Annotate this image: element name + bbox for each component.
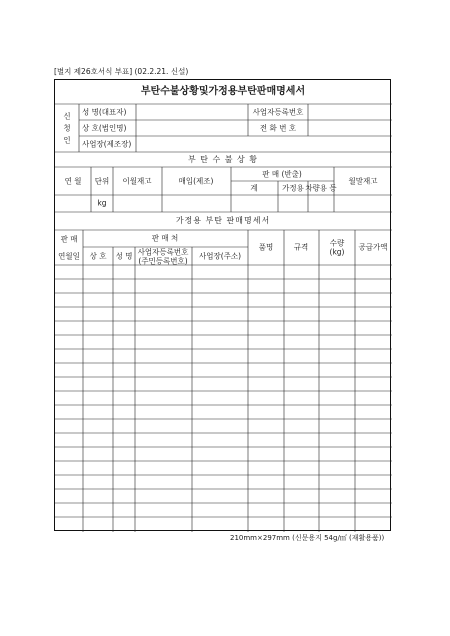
form-title: 부탄수불상황및가정용부탄판매명세서 [140,86,306,97]
sales-col-biz-reg-line1: 사업자등록번호 [137,247,189,257]
applicant-side-label-2: 청 [63,123,71,133]
form-reference-note: [별지 제26호서식 부표] (02.2.21. 신설) [54,67,189,76]
inventory-col-month-end: 월말재고 [348,176,378,186]
business-address-label: 사업장(제조장) [82,139,132,149]
inventory-col-carryover: 이월재고 [122,176,152,186]
inventory-col-vehicle: 차량용 등 [305,183,337,193]
sales-col-buyer: 판 매 처 [151,233,179,243]
inventory-col-household: 가정용 [282,183,304,193]
inventory-unit-value: kg [97,198,107,208]
business-registration-label: 사업자등록번호 [252,107,304,117]
sales-col-trade-name: 상 호 [89,251,107,261]
sales-section-title: 가정용 부탄 판매명세서 [175,216,271,225]
applicant-side-label-3: 인 [63,135,71,145]
applicant-side-label-1: 신 [63,111,71,121]
sales-col-qty-line1: 수량 [329,238,345,248]
sales-col-item: 품명 [258,242,274,252]
phone-label: 전 화 번 호 [259,123,297,133]
trade-name-label: 상 호(법인명) [82,123,127,133]
sales-col-qty-line2: (kg) [329,247,345,257]
sales-col-name: 성 명 [115,251,133,261]
paper-spec-note: 210mm×297mm (신문용지 54g/㎡ (재활용품)) [230,534,385,542]
sales-col-sale-date: 연월일 [58,251,80,261]
sales-col-sale: 판 매 [60,234,78,244]
inventory-col-sales: 판 매 (반출) [262,169,302,179]
inventory-section-title: 부 탄 수 불 상 황 [187,155,259,164]
sales-col-spec: 규격 [293,242,309,252]
sales-col-biz-reg-line2: (주민등록번호) [138,256,188,266]
inventory-col-unit: 단위 [94,176,110,186]
inventory-col-total: 계 [250,183,258,193]
sales-col-supply-price: 공급가액 [358,242,388,252]
name-label: 성 명(대표자) [82,107,127,117]
form-sheet [54,79,391,531]
inventory-col-month: 연 월 [64,176,82,186]
inventory-col-purchase: 매입(제조) [178,176,214,186]
sales-col-address: 사업장(주소) [198,251,242,261]
